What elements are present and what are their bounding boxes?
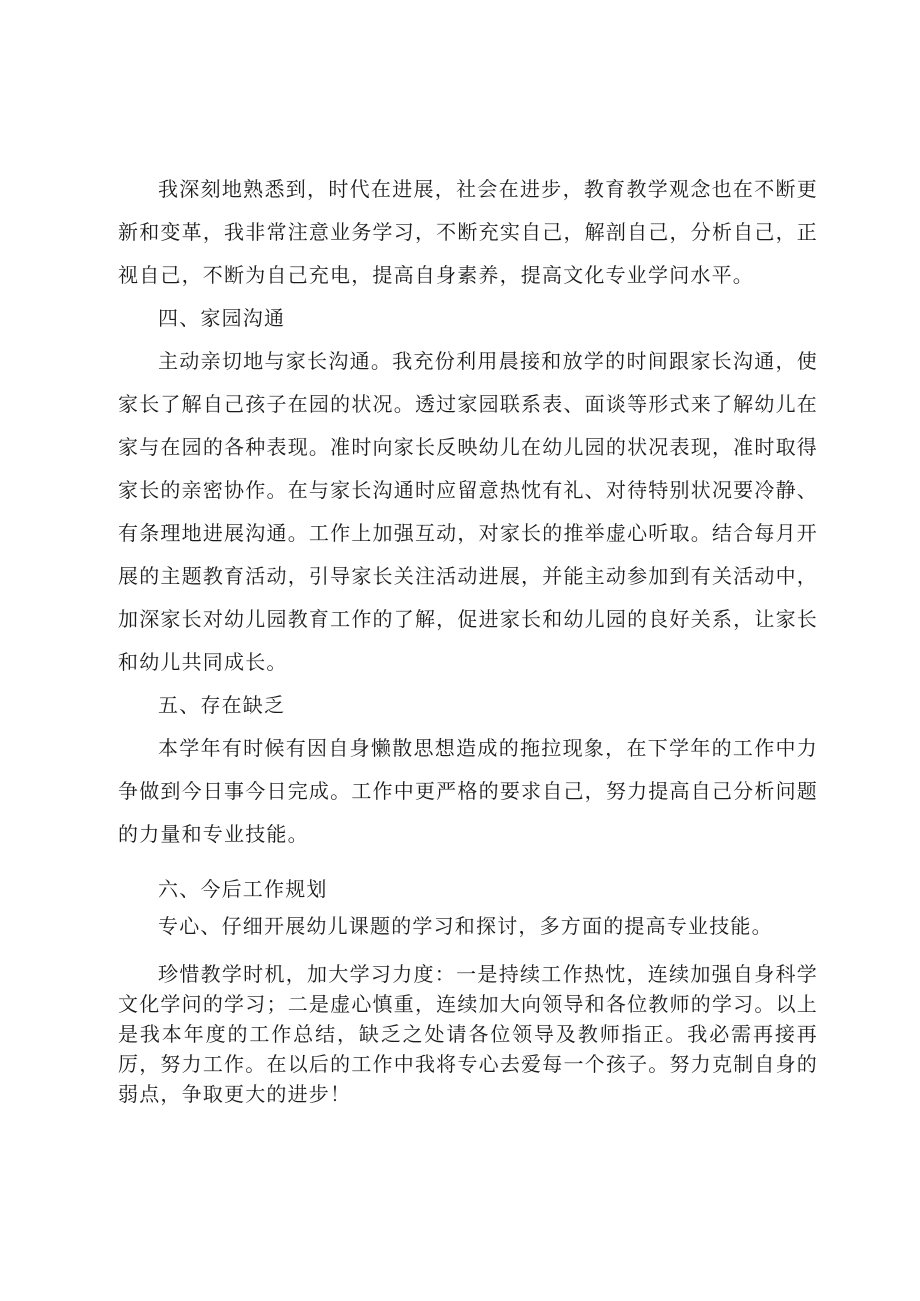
heading-future-plan: 六、今后工作规划 [158,877,328,901]
document-body [118,168,818,1109]
heading-shortcomings: 五、存在缺乏 [158,693,286,717]
paragraph-communication: 主动亲切地与家长沟通。我充份利用晨接和放学的时间跟家长沟通，使家长了解自己孩子在园的状况。透过家园联系表、面谈等形式来了解幼儿在家与在园的各种表现。准时向家长反映幼儿在幼儿园的状况表现，准时取得家长的亲密协作。在与家长沟通时应留意热忱有礼、对待特别状况要冷静、有条理地进展沟通。工作上加强互动，对家长的推举虚心听取。结合每月开展的主题教育活动，引导家长关注活动进展，并能主动参加到有关活动中，加深家长对幼儿园教育工作的了解，促进家长和幼儿园的良好关系，让家长和幼儿共同成长。 [118,349,818,674]
paragraph-future-plan: 专心、仔细开展幼儿课题的学习和探讨，多方面的提高专业技能。 [158,914,773,938]
paragraph-conclusion: 珍惜教学时机，加大学习力度：一是持续工作热忱，连续加强自身科学文化学问的学习；二是虚心慎重，连续加大向领导和各位教师的学习。以上是我本年度的工作总结，缺乏之处请各位领导及教师指正。我必需再接再厉，努力工作。在以后的工作中我将专心去爱每一个孩子。努力克制自身的弱点，争取更大的进步！ [118,962,818,1106]
heading-home-school-communication: 四、家园沟通 [158,306,286,330]
paragraph-shortcomings: 本学年有时候有因自身懒散思想造成的拖拉现象，在下学年的工作中力争做到今日事今日完成。工作中更严格的要求自己，努力提高自己分析问题的力量和专业技能。 [118,736,818,846]
paragraph-learning: 我深刻地熟悉到，时代在进展，社会在进步，教育教学观念也在不断更新和变革，我非常注意业务学习，不断充实自己，解剖自己，分析自己，正视自己，不断为自己充电，提高自身素养，提高文化专业学问水平。 [118,177,818,287]
